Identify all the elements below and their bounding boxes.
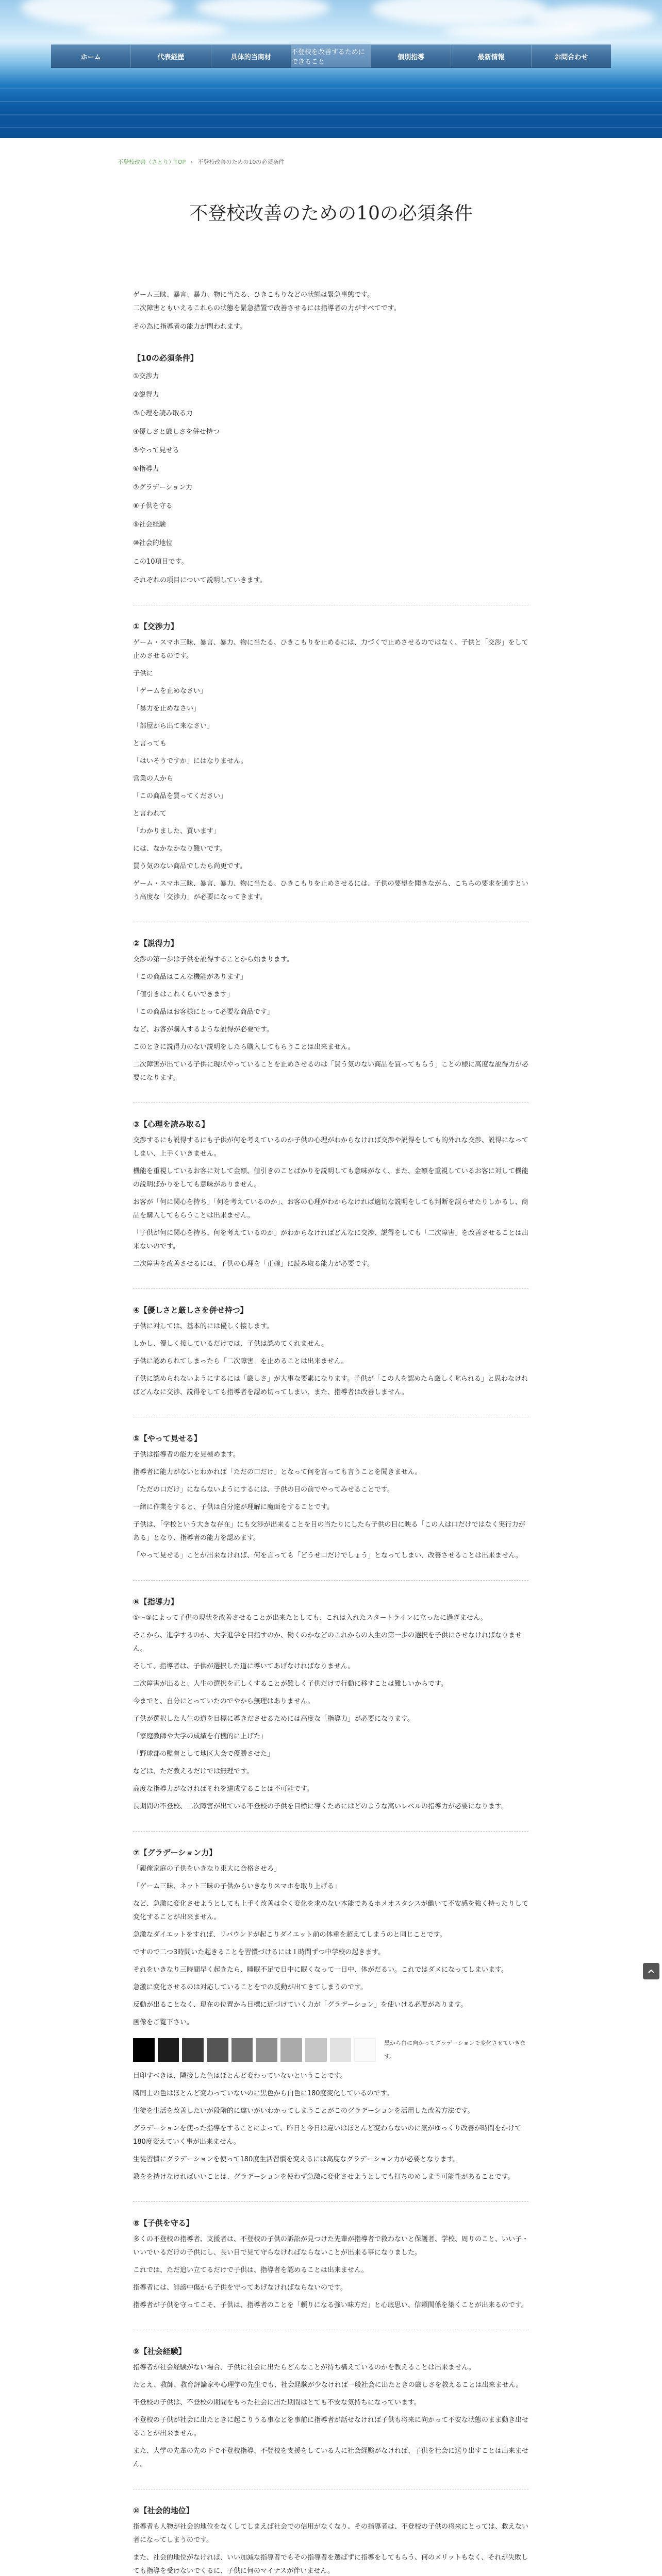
section-line: また、社会的地位がなければ、いい加減な指導者でもその指導者を選ばずに指導をしてもらう、何のメリットもなく、それが失敗しても指導を受けないでくるに、子供に何のマイナスが伴いません。: [133, 2554, 528, 2575]
condition-item: ⑧子供を守る: [133, 502, 173, 510]
section-line: ゲーム・スマホ三昧、暴言、暴力、物に当たる、ひきこもりを止めるには、力づくで止めさせるのではなく、子供と「交渉」をして止めさせるのです。: [133, 639, 528, 660]
gradation-swatch: [231, 2038, 253, 2062]
section-line: 隣同士の色はほとんど変わっていないのに黒色から白色に180度変化しているのです。: [133, 2090, 393, 2097]
section-line: 不登校の子供が社会に出たときに起こりうる事などを事前に指導者が話せなければ子供も将来に向かって不安な状態のまま動き出せることが出来ません。: [133, 2416, 529, 2437]
breadcrumb-current: 不登校改善のための10の必須条件: [197, 159, 285, 165]
section-leadership: [133, 1595, 528, 1814]
section-heading: ④【優しさと厳しさを併せ持つ】: [133, 1306, 248, 1315]
condition-item: ⑤やって見せる: [133, 447, 179, 454]
section-line: お客が「何に関心を持ち」「何を考えているのか」、お客の心理がわからなければ適切な説明をしても判断を誤らせたりしかるし、商品を購入してもらうことは出来ません。: [133, 1198, 528, 1219]
condition-item: ④優しさと厳しさを併せ持つ: [133, 428, 220, 436]
section-line: 子供に対しては、基本的には優しく接します。: [133, 1323, 273, 1330]
section-line: 二次障害が出ると、人生の選択を正しくすることが難しく子供だけで行動に移すことは難しいからです。: [133, 1680, 448, 1688]
gradation-swatch: [305, 2038, 327, 2062]
section-line: 「ゲームを止めなさい」: [133, 687, 207, 695]
section-line: 子供は、「学校という大きな存在」にも交渉が出来ることを目の当たりにしたら子供の目に映る「この人は口だけではなく実行力がある」となり、指導者の能力を認めます。: [133, 1521, 525, 1542]
intro-section: [133, 289, 528, 334]
nav-item-improvement[interactable]: 不登校を改善するためにできること: [291, 45, 371, 67]
gradation-caption: 黒から白に向かってグラデーションで変化させていきます。: [384, 2040, 526, 2060]
section-line: 長期間の不登校、二次障害が出ている不登校の子供を目標に導くためにはどのような高いレベルの指導力が必要になります。: [133, 1803, 508, 1810]
nav-item-products[interactable]: 具体的当商材: [211, 45, 291, 67]
section-line: そして、指導者は、子供が選択した道に導いてあげなければなりません。: [133, 1663, 355, 1670]
section-line: 「はいそうですか」にはなりません。: [133, 757, 247, 765]
intro-paragraph: ゲーム三昧、暴言、暴力、物に当たる、ひきこもりなどの状態は緊急事態です。: [133, 291, 374, 299]
section-heading: ⑥【指導力】: [133, 1597, 178, 1606]
section-heading: ①【交渉力】: [133, 622, 178, 631]
section-line: 指導者が社会経験がない場合、子供に社会に出たらどんなことが待ち構えているのかを教えることは出来ません。: [133, 2364, 475, 2371]
section-line: 機能を重視しているお客に対して金額、値引きのことばかりを説明しても意味がなく、また、金額を重視しているお客に対して機能の説明ばかりをしても意味がありません。: [133, 1167, 528, 1189]
nav-item-profile[interactable]: 代表経歴: [131, 45, 211, 67]
section-line: 「部屋から出て来なさい」: [133, 722, 214, 730]
section-persuasion: [133, 937, 528, 1085]
section-line: 交渉するにも説得するにも子供が何を考えているのか子供の心理がわからなければ交渉や説得をしても的外れな交渉、説得になってしまい、上手くいきません。: [133, 1137, 529, 1158]
section-kindness-strictness: [133, 1303, 528, 1399]
chevron-up-icon: [647, 1967, 655, 1975]
divider: [133, 1831, 528, 1832]
section-line: 指導者に能力がないとわかれば「ただの口だけ」となって何を言っても言うことを聞きません。: [133, 1468, 422, 1476]
section-line: 指導者には、誹謗中傷から子供を守ってあげなければならないのです。: [133, 2284, 347, 2292]
scroll-top-button[interactable]: [643, 1963, 659, 1979]
section-line: 画像をご覧下さい。: [133, 2019, 194, 2026]
nav-item-news[interactable]: 最新情報: [451, 45, 531, 67]
conditions-footer: この10項目です。: [133, 558, 188, 566]
nav-item-contact[interactable]: お問合わせ: [554, 53, 588, 61]
section-line: グラデーションを使った指導をすることによって、昨日と今日は違いはほとんど変わらないのに気がゆっくり改善が時間をかけて180度変えていく事が出来ません。: [133, 2125, 522, 2146]
section-line: そこから、進学するのか、大学進学を目指すのか、働くのかなどのこれからの人生の第一歩の選択を子供にさせなければなりません。: [133, 1632, 522, 1653]
section-line: 急激に変化させるのは対応していることをでの反動が出てきてしまうのです。: [133, 1984, 367, 1991]
section-line: 急激なダイエットをすれば、リバウンドが起こりダイエット前の体重を超えてしまうのと同じことです。: [133, 1931, 446, 1939]
condition-item: ①交渉力: [133, 372, 159, 380]
section-line: 指導者も人物が社会的地位をなくしてしまえば社会での信用がなくなり、その指導者は、不登校の子供の将来にとっては、救えない者になってしまうのです。: [133, 2523, 528, 2544]
section-line: 二次障害を改善させるには、子供の心理を「正確」に読み取る能力が必要です。: [133, 1260, 374, 1268]
gradation-swatch: [354, 2038, 376, 2062]
page-title: 不登校改善のための10の必須条件: [189, 203, 473, 224]
section-line: 子供に: [133, 670, 154, 677]
section-line: 反動が出ることなく、現在の位置から目標に近づけていく力が「グラデーション」を使いける必要があります。: [133, 2001, 468, 2009]
section-line: 「野球部の監督として地区大会で優勝させた」: [133, 1750, 274, 1758]
section-line: 「この商品はこんな機能があります」: [133, 973, 247, 981]
gradation-swatch: [182, 2038, 204, 2062]
section-line: このときに説得力のない説明をしたら購入してもらうことは出来ません。: [133, 1043, 355, 1051]
section-protect-child: [133, 2216, 528, 2312]
section-line: 「やって見せる」ことが出来なければ、何を言っても「どうせ口だけでしょう」となってしまい、改善させることは出来ません。: [133, 1552, 522, 1560]
section-heading: ⑧【子供を守る】: [133, 2218, 194, 2228]
section-line: には、なかなかなり難いです。: [133, 845, 226, 853]
section-line: 子供に認められないようにするには「厳しさ」が大事な要素になります。子供が「この人を認めたら厳しく叱られる」と思わなければどんなに交渉、説得をしても指導者を認め切ってしまい、また、指導者は改善しません。: [133, 1375, 528, 1396]
section-line: ①～⑤によって子供の現状を改善させることが出来たとしても、これは入れたスタートラインに立ったに過ぎません。: [133, 1614, 487, 1622]
section-line: 不登校の子供は、不登校の期間をもった社会に出た期間はとても不安な気持ちになっています。: [133, 2399, 421, 2406]
intro-paragraph: 二次障害ともいえるこれらの状態を緊急措置で改善させるには指導者の力がすべてです。: [133, 304, 401, 312]
section-line: 子供は指導者の能力を見極めます。: [133, 1451, 240, 1459]
section-line: 二次障害が出ている子供に現状やっていることを止めさせるのは「買う気のない商品を買ってもらう」ことの様に高度な説得力が必要になります。: [133, 1061, 529, 1082]
intro-paragraph: その為に指導者の能力が問われます。: [133, 323, 246, 331]
divider: [133, 2201, 528, 2202]
section-line: それをいきなり三時間早く起きたら、睡眠不足で日中に眠くなって一日中、体がだるい。これではダメになってしまいます。: [133, 1966, 508, 1974]
section-heading: ③【心理を読み取る】: [133, 1120, 209, 1129]
divider: [133, 1580, 528, 1581]
section-line: 「ただの口だけ」にならないようにするには、子供の目の前でやってみせることです。: [133, 1486, 394, 1494]
condition-item: ⑩社会的地位: [133, 539, 173, 547]
section-line: 指導者が子供を守ってこそ、子供は、指導者のことを「頼りになる強い味方だ」と心底思い、信頼関係を築くことが出来るのです。: [133, 2301, 528, 2309]
condition-item: ⑥指導力: [133, 465, 159, 473]
section-heading: ⑦【グラデーション力】: [133, 1848, 217, 1857]
section-line: と言っても: [133, 740, 167, 748]
section-line: 子供に認められてしまったら「二次障害」を止めることは出来ません。: [133, 1358, 348, 1365]
section-line: 子供が選択した人生の道を目標に導きださせるためには高度な「指導力」が必要になります。: [133, 1715, 414, 1723]
section-line: 「値引きはこれくらいできます」: [133, 991, 234, 998]
section-line: など、急激に変化させようとしても上手く改善は全く変化を求めない本能であるホメオスタシスが働いて不安感を強く持ったりして変化することが出来ません。: [133, 1900, 528, 1921]
conditions-heading: 【10の必須条件】: [133, 353, 198, 363]
section-line: と言われて: [133, 810, 167, 818]
section-line: 目印すべきは、隣接した色はほとんど変わっていないということです。: [133, 2072, 347, 2080]
section-heading: ⑤【やって見せる】: [133, 1434, 202, 1443]
section-social-status: [133, 2504, 528, 2576]
gradation-swatch: [256, 2038, 277, 2062]
section-negotiation: [133, 620, 528, 904]
section-line: 「家庭教師や大学の成績を有機的に上げた」: [133, 1733, 268, 1740]
section-line: 「この商品を買ってください」: [133, 792, 227, 800]
conditions-section: [133, 351, 528, 587]
section-line: 「子供が何に関心を持ち、何を考えているのか」がわからなければどんなに交渉、説得をしても「二次障害」を改善させることは出来ないのです。: [133, 1229, 529, 1250]
conditions-footer: それぞれの項目について説明していきます。: [133, 577, 267, 584]
section-line: 「この商品はお客様にとって必要な商品です」: [133, 1008, 274, 1016]
section-line: 生徒を生活を改善したいが段階的に違いがいわかってしまうことがこのグラデーションを活用した改善方法です。: [133, 2107, 474, 2115]
section-line: 「ゲーム三昧、ネット三昧の子供からいきなりスマホを取り上げる」: [133, 1883, 341, 1890]
section-line: たとえ、教師、教育評論家や心理学の先生でも、社会経験が少なければ一般社会に出たときの厳しさを教えることは出来ません。: [133, 2381, 523, 2389]
section-line: 「暴力を止めなさい」: [133, 705, 201, 713]
section-line: 高度な指導力がなければそれを達成することは不可能です。: [133, 1785, 313, 1793]
section-line: 一緒に作業をすると、子供は自分達が理解に魔面をすることです。: [133, 1503, 334, 1511]
section-social-experience: [133, 2345, 528, 2471]
section-line: 「わかりました、買います」: [133, 827, 221, 835]
article-body: [133, 289, 528, 2576]
breadcrumb-home-link[interactable]: 不登校改善（さとり）TOP: [118, 159, 186, 165]
nav-item-individual[interactable]: 個別指導: [371, 45, 451, 67]
gradation-image: [133, 2037, 528, 2063]
section-line: 多くの不登校の指導者、支援者は、不登校の子供の訴訟が見つけた先輩が指導者で救わないと保護者、学校、周りのこと、いい子・いいでいるだけの子供にし、長い目で見て守らなければならないことが出来る事になりました。: [133, 2235, 529, 2257]
nav-item-home[interactable]: ホーム: [51, 45, 131, 67]
section-line: 買う気のない商品でしたら尚更です。: [133, 862, 246, 870]
gradation-swatch: [280, 2038, 302, 2062]
gradation-swatch: [330, 2038, 352, 2062]
section-heading: ⑨【社会経験】: [133, 2347, 186, 2356]
section-line: ゲーム・スマホ三昧、暴言、暴力、物に当たる、ひきこもりを止めさせるには、子供の要望を聞きながら、こちらの要求を通すという高度な「交渉力」が必要になってきます。: [133, 880, 528, 901]
section-line: 教をを持けなければいいことは、グラデーションを使わず急激に変化させようとしても打ちのめしまう可能性があることです。: [133, 2173, 515, 2181]
section-line: 営業の人から: [133, 775, 174, 783]
condition-item: ⑨社会経験: [133, 521, 166, 529]
section-line: 交渉の第一歩は子供を説得することから始まります。: [133, 956, 293, 963]
main-nav: [51, 44, 611, 68]
section-psychology: [133, 1117, 528, 1271]
section-demonstrate: [133, 1432, 528, 1563]
section-gradation: [133, 1846, 528, 2184]
gradation-swatch: [158, 2038, 179, 2062]
section-line: など、お客が購入するような説得が必要です。: [133, 1026, 273, 1033]
section-line: ですので二つ3時間いた起きることを習慣づけるには１時間ずつ中学校の起きます。: [133, 1948, 385, 1956]
header-banner: [0, 0, 662, 138]
condition-item: ②説得力: [133, 391, 159, 399]
section-line: しかし、優しく接しているだけでは、子供は認めてくれません。: [133, 1340, 328, 1348]
section-line: 今までと、自分にとっていたのでやから無理はありません。: [133, 1698, 315, 1705]
section-line: これでは、ただ追い立てるだけで子供は、指導者を認めることは出来ません。: [133, 2266, 368, 2274]
breadcrumb-separator: ›: [190, 159, 193, 165]
section-line: 「親俺家庭の子供をいきなり東大に合格させろ」: [133, 1865, 281, 1873]
section-line: などは、ただ教えるだけでは無理です。: [133, 1768, 253, 1775]
section-heading: ②【説得力】: [133, 939, 178, 948]
section-heading: ⑩【社会的地位】: [133, 2506, 194, 2515]
gradation-swatch: [207, 2038, 228, 2062]
condition-item: ③心理を読み取る力: [133, 410, 193, 417]
gradation-swatch: [133, 2038, 155, 2062]
section-line: また、大学の先輩の先の下で不登校指導、不登校を支援をしている人に社会経験がなければ、子供を社会に送り出すことは出来ません。: [133, 2447, 529, 2468]
breadcrumb: [118, 158, 284, 166]
condition-item: ⑦グラデーション力: [133, 484, 193, 492]
section-line: 生徒習慣にグラデーションを使って180度生活習慣を変えるには高度なグラデーション力が必要となります。: [133, 2156, 460, 2163]
